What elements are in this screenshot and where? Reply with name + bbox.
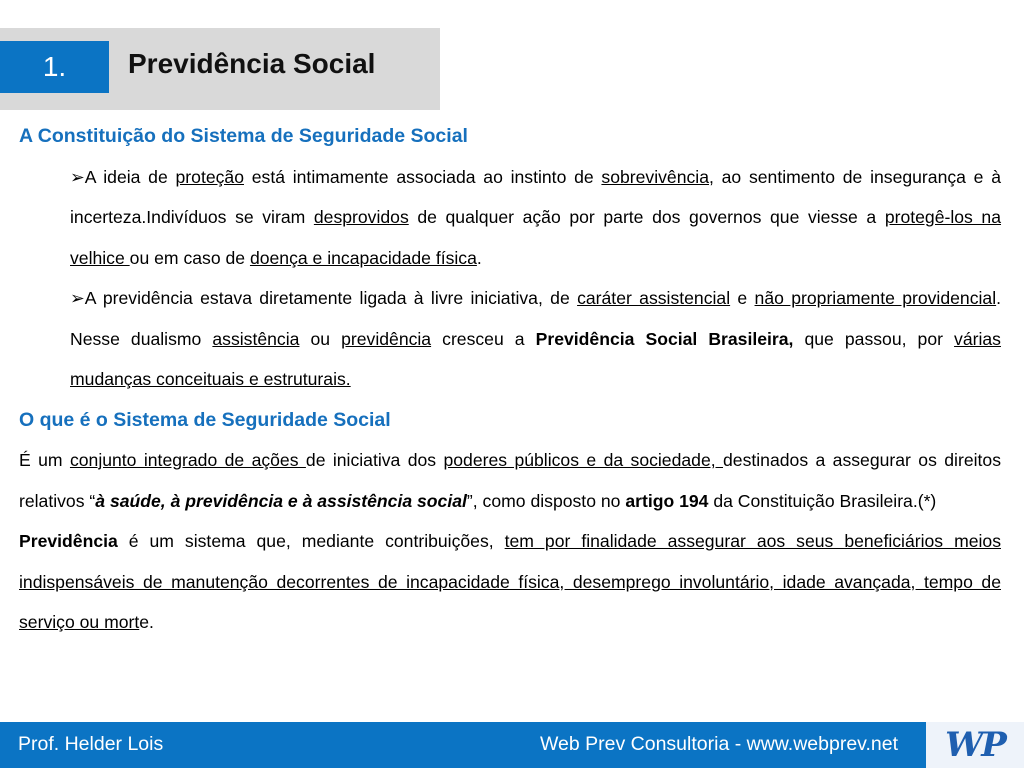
underlined-text: conjunto integrado de ações: [69, 450, 306, 470]
underlined-text: assistência: [212, 328, 300, 349]
text: de iniciativa dos: [305, 450, 444, 470]
section-heading-seguridade: O que é o Sistema de Seguridade Social: [19, 408, 391, 431]
footer-bar: [0, 722, 1024, 768]
text: e: [730, 288, 755, 308]
bold-text: Previdência Social Brasileira,: [535, 328, 794, 349]
text: e.: [139, 612, 154, 632]
underlined-text: previdência: [341, 328, 432, 349]
page-title: Previdência Social: [128, 48, 376, 79]
text: ou: [299, 328, 342, 349]
bold-italic-text: à saúde, à previdência e à assistência social: [95, 490, 467, 511]
underlined-text: protegê-los na velhice: [70, 207, 1002, 268]
paragraph-previdencia: [19, 521, 1001, 643]
footer-company: Web Prev Consultoria - www.webprev.net: [539, 733, 898, 755]
text: .: [476, 247, 482, 268]
text: É um: [19, 450, 70, 470]
footer-author: Prof. Helder Lois: [18, 733, 164, 755]
underlined-text: doença e incapacidade física: [249, 247, 477, 268]
text: está intimamente associada ao instinto de: [243, 166, 602, 187]
bold-text: Previdência: [19, 531, 118, 551]
text: cresceu a: [431, 328, 536, 349]
underlined-text: não propriamente providencial: [754, 288, 997, 308]
underlined-text: sobrevivência: [601, 166, 709, 187]
bold-text: artigo 194: [625, 490, 709, 511]
underlined-text: desprovidos: [313, 207, 409, 227]
text: que passou, por: [793, 328, 955, 349]
bullet-protecao: [19, 157, 1001, 279]
section-heading-constituicao: A Constituição do Sistema de Seguridade Social: [19, 125, 468, 147]
underlined-text: proteção: [175, 166, 244, 187]
text: da Constituição Brasileira.(*): [708, 490, 937, 511]
logo-text: WP: [945, 725, 1005, 765]
text: . Nesse dualismo: [70, 288, 1001, 349]
underlined-text: tem por finalidade assegurar aos seus beneficiários meios indispensáveis de manutenção decorrentes de incapacidade física, desemprego involuntário, idade avançada, tempo de serviço ou mort: [19, 531, 1001, 632]
text: A previdência estava diretamente ligada à livre iniciativa, de: [84, 288, 578, 308]
text: A ideia de: [84, 166, 176, 187]
bullet-arrow-icon: ➢: [70, 288, 85, 308]
wp-logo: [926, 722, 1024, 768]
slide-content: [19, 116, 1001, 643]
paragraph-definicao: [19, 440, 1001, 521]
bullet-arrow-icon: ➢: [70, 166, 85, 187]
bullet-previdencia-iniciativa: [19, 278, 1001, 400]
underlined-text: poderes públicos e da sociedade,: [443, 450, 724, 470]
text: destinados a assegurar os direitos relativos “: [19, 450, 1001, 511]
text: de qualquer ação por parte dos governos que viesse a: [408, 207, 885, 227]
text: ou em caso de: [129, 247, 250, 268]
text: , ao sentimento de insegurança e à incerteza.Indivíduos se viram: [70, 166, 1002, 227]
section-number: 1.: [0, 41, 109, 93]
underlined-text: caráter assistencial: [577, 288, 731, 308]
text: é um sistema que, mediante contribuições,: [117, 531, 505, 551]
underlined-text: várias mudanças conceituais e estruturais.: [70, 328, 1001, 389]
text: ”, como disposto no: [466, 490, 626, 511]
